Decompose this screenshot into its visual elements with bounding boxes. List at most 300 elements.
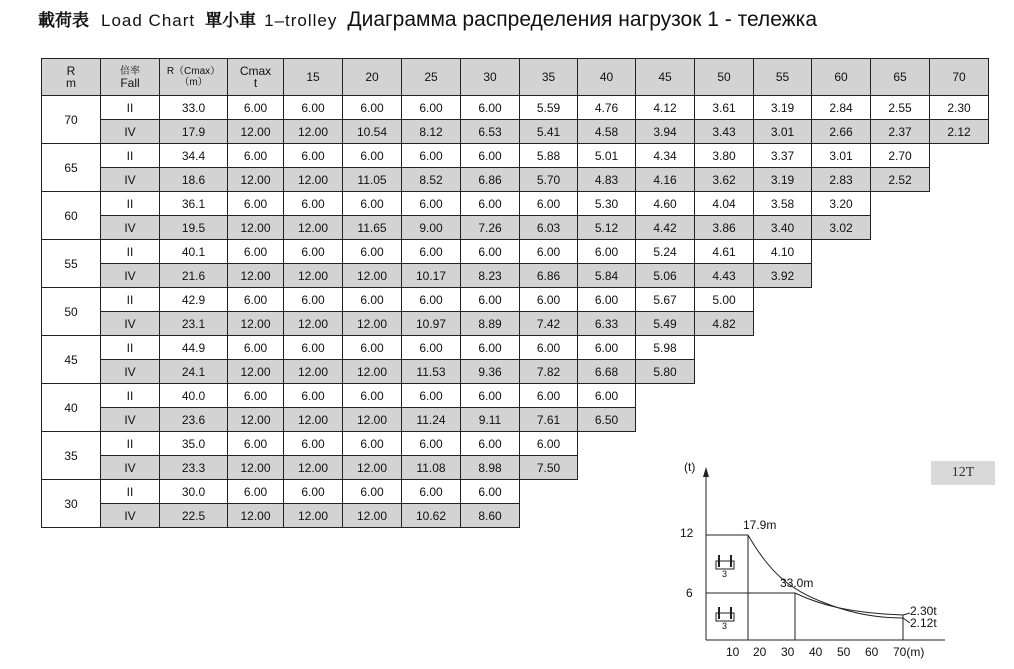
header-fall [101, 59, 160, 96]
load-value-cell: 3.94 [636, 120, 695, 144]
load-value-cell: 6.00 [343, 240, 402, 264]
header-radius-55: 55 [754, 59, 812, 96]
load-value-cell: 6.00 [578, 240, 636, 264]
load-value-cell: 5.30 [578, 192, 636, 216]
empty-cell [930, 312, 989, 336]
title-english: Load Chart [101, 11, 196, 30]
empty-cell [930, 240, 989, 264]
rcmax-cell: 35.0 [160, 432, 228, 456]
cmax-cell: 6.00 [228, 432, 284, 456]
load-value-cell: 6.00 [343, 144, 402, 168]
fall-cell: IV [101, 312, 160, 336]
y-axis-unit: (t) [684, 460, 696, 474]
empty-cell [754, 408, 812, 432]
fall-cell: IV [101, 168, 160, 192]
load-value-cell: 5.80 [636, 360, 695, 384]
cmax-cell: 12.00 [228, 408, 284, 432]
load-value-cell: 10.17 [402, 264, 461, 288]
empty-cell [930, 144, 989, 168]
empty-cell [578, 432, 636, 456]
title-chinese: 載荷表 [38, 11, 89, 31]
load-value-cell: 3.86 [695, 216, 754, 240]
load-value-cell: 6.00 [343, 288, 402, 312]
load-value-cell: 10.54 [343, 120, 402, 144]
empty-cell [695, 384, 754, 408]
load-value-cell: 3.80 [695, 144, 754, 168]
curve-fall-iv [748, 535, 903, 618]
load-value-cell: 6.00 [284, 192, 343, 216]
fall-cell: IV [101, 120, 160, 144]
load-value-cell: 12.00 [343, 504, 402, 528]
table-row [42, 408, 989, 432]
fall-cell: IV [101, 264, 160, 288]
rcmax-cell: 30.0 [160, 480, 228, 504]
load-value-cell: 6.00 [402, 144, 461, 168]
load-value-cell: 7.61 [520, 408, 578, 432]
load-value-cell: 3.40 [754, 216, 812, 240]
load-value-cell: 10.62 [402, 504, 461, 528]
leader-2-12 [903, 618, 910, 623]
load-value-cell: 6.86 [461, 168, 520, 192]
load-value-cell: 12.00 [284, 312, 343, 336]
rcmax-cell: 33.0 [160, 96, 228, 120]
table-row [42, 120, 989, 144]
cmax-cell: 6.00 [228, 288, 284, 312]
cmax-cell: 6.00 [228, 192, 284, 216]
load-value-cell: 5.88 [520, 144, 578, 168]
load-value-cell: 8.12 [402, 120, 461, 144]
empty-cell [871, 216, 930, 240]
load-value-cell: 3.20 [812, 192, 871, 216]
rcmax-cell: 34.4 [160, 144, 228, 168]
load-value-cell: 6.00 [461, 96, 520, 120]
x-tick-40: 40 [809, 645, 823, 659]
load-value-cell: 4.34 [636, 144, 695, 168]
empty-cell [871, 384, 930, 408]
load-value-cell: 9.11 [461, 408, 520, 432]
label-2-30t: 2.30t [910, 604, 937, 618]
cmax-cell: 12.00 [228, 168, 284, 192]
load-value-cell: 6.00 [343, 480, 402, 504]
empty-cell [871, 288, 930, 312]
empty-cell [636, 432, 695, 456]
table-row [42, 96, 989, 120]
empty-cell [695, 360, 754, 384]
empty-cell [520, 504, 578, 528]
load-value-cell: 6.00 [402, 192, 461, 216]
label-17-9m: 17.9m [743, 518, 777, 532]
empty-cell [695, 432, 754, 456]
load-value-cell: 12.00 [343, 360, 402, 384]
fall-cell: II [101, 192, 160, 216]
load-value-cell: 2.70 [871, 144, 930, 168]
load-value-cell: 3.19 [754, 168, 812, 192]
header-radius-40: 40 [578, 59, 636, 96]
rcmax-cell: 40.1 [160, 240, 228, 264]
empty-cell [930, 168, 989, 192]
empty-cell [636, 408, 695, 432]
chart-title [38, 6, 817, 32]
rcmax-cell: 24.1 [160, 360, 228, 384]
header-cmax-label: Cmax [239, 64, 272, 78]
empty-cell [520, 480, 578, 504]
fall-cell: II [101, 96, 160, 120]
load-value-cell: 5.49 [636, 312, 695, 336]
load-value-cell: 6.00 [402, 336, 461, 360]
cmax-cell: 12.00 [228, 264, 284, 288]
load-value-cell: 5.24 [636, 240, 695, 264]
title-russian: Диаграмма распределения нагрузок 1 - тележка [347, 8, 818, 31]
empty-cell [754, 288, 812, 312]
load-value-cell: 3.01 [812, 144, 871, 168]
x-tick-30: 30 [781, 645, 795, 659]
header-radius-70: 70 [930, 59, 989, 96]
header-radius-65: 65 [871, 59, 930, 96]
empty-cell [812, 432, 871, 456]
empty-cell [812, 360, 871, 384]
load-value-cell: 6.00 [402, 432, 461, 456]
load-value-cell: 6.00 [402, 480, 461, 504]
header-cmax-unit: t [253, 76, 258, 90]
rcmax-cell: 17.9 [160, 120, 228, 144]
load-value-cell: 4.04 [695, 192, 754, 216]
load-value-cell: 2.30 [930, 96, 989, 120]
header-radius-25: 25 [402, 59, 461, 96]
load-value-cell: 2.52 [871, 168, 930, 192]
boom-length-cell: 60 [42, 192, 101, 240]
y-axis-arrow-icon [703, 467, 709, 477]
load-value-cell: 7.26 [461, 216, 520, 240]
capacity-badge: 12T [931, 461, 995, 485]
load-value-cell: 6.86 [520, 264, 578, 288]
cmax-cell: 6.00 [228, 336, 284, 360]
header-cmax [228, 59, 284, 96]
load-value-cell: 6.00 [461, 480, 520, 504]
table-row [42, 144, 989, 168]
rcmax-cell: 21.6 [160, 264, 228, 288]
load-value-cell: 2.83 [812, 168, 871, 192]
load-value-cell: 5.70 [520, 168, 578, 192]
fall-cell: II [101, 480, 160, 504]
load-value-cell: 5.01 [578, 144, 636, 168]
load-value-cell: 6.00 [520, 240, 578, 264]
header-rcmax-label: R（Cmax） [166, 66, 221, 77]
title-chinese-trolley: 單小車 [205, 11, 257, 31]
fall-cell: II [101, 336, 160, 360]
load-value-cell: 6.00 [578, 384, 636, 408]
load-curve-diagram [660, 455, 1000, 665]
table-row [42, 312, 989, 336]
load-value-cell: 4.42 [636, 216, 695, 240]
fall-cell: II [101, 432, 160, 456]
load-value-cell: 6.00 [343, 192, 402, 216]
cmax-cell: 6.00 [228, 144, 284, 168]
header-fall-label: Fall [120, 75, 140, 90]
load-value-cell: 6.00 [461, 384, 520, 408]
hook-2-fall-icon [716, 607, 734, 631]
load-value-cell: 2.37 [871, 120, 930, 144]
load-value-cell: 10.97 [402, 312, 461, 336]
load-value-cell: 5.84 [578, 264, 636, 288]
header-radius-20: 20 [343, 59, 402, 96]
fall-cell: II [101, 384, 160, 408]
empty-cell [930, 336, 989, 360]
load-value-cell: 4.82 [695, 312, 754, 336]
empty-cell [812, 240, 871, 264]
empty-cell [812, 408, 871, 432]
load-value-cell: 8.60 [461, 504, 520, 528]
empty-cell [578, 480, 636, 504]
header-fall-cjk: 倍率 [120, 65, 140, 77]
load-value-cell: 6.00 [461, 240, 520, 264]
x-tick-70: 70(m) [893, 645, 925, 659]
y-tick-12: 12 [680, 526, 694, 540]
empty-cell [930, 384, 989, 408]
load-value-cell: 4.76 [578, 96, 636, 120]
load-value-cell: 4.16 [636, 168, 695, 192]
load-value-cell: 6.00 [578, 288, 636, 312]
load-value-cell: 6.00 [402, 96, 461, 120]
load-value-cell: 11.65 [343, 216, 402, 240]
empty-cell [812, 264, 871, 288]
empty-cell [578, 504, 636, 528]
load-value-cell: 11.08 [402, 456, 461, 480]
load-value-cell: 6.68 [578, 360, 636, 384]
load-value-cell: 6.03 [520, 216, 578, 240]
load-value-cell: 6.00 [461, 432, 520, 456]
header-radius [42, 59, 101, 96]
cmax-cell: 12.00 [228, 360, 284, 384]
load-value-cell: 11.05 [343, 168, 402, 192]
load-value-cell: 6.00 [520, 336, 578, 360]
load-value-cell: 12.00 [343, 312, 402, 336]
fall-cell: IV [101, 216, 160, 240]
load-value-cell: 5.59 [520, 96, 578, 120]
label-2-12t: 2.12t [910, 616, 937, 630]
load-value-cell: 6.00 [343, 96, 402, 120]
table-row [42, 264, 989, 288]
load-value-cell: 3.58 [754, 192, 812, 216]
boom-length-cell: 30 [42, 480, 101, 528]
load-value-cell: 6.00 [284, 336, 343, 360]
load-value-cell: 2.84 [812, 96, 871, 120]
rcmax-cell: 23.3 [160, 456, 228, 480]
table-row [42, 384, 989, 408]
empty-cell [930, 192, 989, 216]
x-tick-50: 50 [837, 645, 851, 659]
rcmax-cell: 40.0 [160, 384, 228, 408]
empty-cell [754, 312, 812, 336]
load-value-cell: 6.00 [520, 288, 578, 312]
boom-length-cell: 70 [42, 96, 101, 144]
curve-fall-ii [795, 593, 903, 615]
load-value-cell: 4.83 [578, 168, 636, 192]
empty-cell [930, 360, 989, 384]
load-value-cell: 2.66 [812, 120, 871, 144]
load-value-cell: 6.00 [402, 288, 461, 312]
load-value-cell: 6.00 [284, 432, 343, 456]
fall-cell: II [101, 144, 160, 168]
empty-cell [812, 288, 871, 312]
leader-2-30 [903, 613, 910, 615]
load-value-cell: 6.00 [578, 336, 636, 360]
load-value-cell: 6.00 [402, 384, 461, 408]
load-value-cell: 6.00 [461, 192, 520, 216]
cmax-cell: 6.00 [228, 240, 284, 264]
empty-cell [871, 432, 930, 456]
table-row [42, 192, 989, 216]
cmax-cell: 6.00 [228, 96, 284, 120]
load-value-cell: 5.00 [695, 288, 754, 312]
hook-2-fall-label: 3 [722, 621, 728, 631]
boom-length-cell: 55 [42, 240, 101, 288]
load-value-cell: 7.42 [520, 312, 578, 336]
load-value-cell: 4.61 [695, 240, 754, 264]
empty-cell [871, 336, 930, 360]
load-value-cell: 4.60 [636, 192, 695, 216]
table-row [42, 168, 989, 192]
load-value-cell: 6.00 [343, 384, 402, 408]
load-value-cell: 3.02 [812, 216, 871, 240]
load-value-cell: 12.00 [284, 264, 343, 288]
empty-cell [812, 384, 871, 408]
load-value-cell: 4.43 [695, 264, 754, 288]
load-value-cell: 3.43 [695, 120, 754, 144]
cmax-cell: 12.00 [228, 120, 284, 144]
rcmax-cell: 22.5 [160, 504, 228, 528]
fall-cell: IV [101, 360, 160, 384]
fall-cell: IV [101, 456, 160, 480]
hook-4-fall-label: 3 [722, 569, 728, 579]
title-trolley: 1–trolley [264, 11, 338, 30]
y-tick-6: 6 [686, 586, 693, 600]
load-value-cell: 6.00 [461, 288, 520, 312]
load-value-cell: 3.19 [754, 96, 812, 120]
load-value-cell: 11.24 [402, 408, 461, 432]
empty-cell [871, 240, 930, 264]
boom-length-cell: 50 [42, 288, 101, 336]
x-tick-60: 60 [865, 645, 879, 659]
header-rcmax-unit: （m） [179, 77, 208, 88]
empty-cell [695, 336, 754, 360]
load-value-cell: 7.50 [520, 456, 578, 480]
load-value-cell: 8.89 [461, 312, 520, 336]
empty-cell [695, 408, 754, 432]
load-value-cell: 8.98 [461, 456, 520, 480]
load-value-cell: 3.61 [695, 96, 754, 120]
load-value-cell: 12.00 [343, 408, 402, 432]
load-value-cell: 5.06 [636, 264, 695, 288]
cmax-cell: 12.00 [228, 456, 284, 480]
header-radius-60: 60 [812, 59, 871, 96]
empty-cell [754, 360, 812, 384]
table-row [42, 336, 989, 360]
empty-cell [871, 264, 930, 288]
load-value-cell: 12.00 [284, 120, 343, 144]
load-value-cell: 12.00 [343, 264, 402, 288]
empty-cell [754, 432, 812, 456]
empty-cell [871, 408, 930, 432]
empty-cell [754, 336, 812, 360]
load-value-cell: 12.00 [284, 216, 343, 240]
empty-cell [871, 192, 930, 216]
load-value-cell: 12.00 [284, 168, 343, 192]
load-value-cell: 12.00 [343, 456, 402, 480]
load-value-cell: 12.00 [284, 360, 343, 384]
empty-cell [636, 384, 695, 408]
hook-4-fall-icon [716, 555, 734, 579]
rcmax-cell: 23.1 [160, 312, 228, 336]
load-value-cell: 3.37 [754, 144, 812, 168]
table-row [42, 240, 989, 264]
label-33m: 33.0m [780, 576, 814, 590]
load-value-cell: 5.98 [636, 336, 695, 360]
header-radius-45: 45 [636, 59, 695, 96]
load-value-cell: 4.12 [636, 96, 695, 120]
header-radius-unit: m [66, 76, 76, 90]
cmax-cell: 6.00 [228, 480, 284, 504]
load-value-cell: 3.92 [754, 264, 812, 288]
empty-cell [930, 288, 989, 312]
load-value-cell: 5.67 [636, 288, 695, 312]
load-value-cell: 4.58 [578, 120, 636, 144]
load-value-cell: 6.00 [284, 240, 343, 264]
load-value-cell: 8.23 [461, 264, 520, 288]
empty-cell [930, 408, 989, 432]
load-value-cell: 6.00 [461, 144, 520, 168]
load-value-cell: 6.00 [284, 384, 343, 408]
load-value-cell: 6.50 [578, 408, 636, 432]
header-radius-15: 15 [284, 59, 343, 96]
load-value-cell: 7.82 [520, 360, 578, 384]
load-value-cell: 3.62 [695, 168, 754, 192]
cmax-cell: 12.00 [228, 504, 284, 528]
load-value-cell: 5.41 [520, 120, 578, 144]
table-row [42, 288, 989, 312]
load-value-cell: 6.00 [284, 480, 343, 504]
load-value-cell: 6.00 [343, 336, 402, 360]
boom-length-cell: 40 [42, 384, 101, 432]
load-value-cell: 4.10 [754, 240, 812, 264]
load-value-cell: 11.53 [402, 360, 461, 384]
fall-cell: II [101, 240, 160, 264]
x-tick-10: 10 [726, 645, 740, 659]
load-value-cell: 12.00 [284, 456, 343, 480]
empty-cell [812, 312, 871, 336]
load-value-cell: 6.53 [461, 120, 520, 144]
load-value-cell: 5.12 [578, 216, 636, 240]
x-tick-20: 20 [753, 645, 767, 659]
load-value-cell: 6.00 [520, 192, 578, 216]
header-radius-50: 50 [695, 59, 754, 96]
table-row [42, 360, 989, 384]
header-radius-30: 30 [461, 59, 520, 96]
load-value-cell: 6.00 [461, 336, 520, 360]
load-value-cell: 3.01 [754, 120, 812, 144]
header-rcmax [160, 59, 228, 96]
table-row [42, 432, 989, 456]
empty-cell [754, 384, 812, 408]
empty-cell [871, 312, 930, 336]
rcmax-cell: 44.9 [160, 336, 228, 360]
load-value-cell: 6.00 [402, 240, 461, 264]
boom-length-cell: 45 [42, 336, 101, 384]
load-value-cell: 6.33 [578, 312, 636, 336]
header-radius-35: 35 [520, 59, 578, 96]
cmax-cell: 12.00 [228, 216, 284, 240]
rcmax-cell: 36.1 [160, 192, 228, 216]
fall-cell: II [101, 288, 160, 312]
